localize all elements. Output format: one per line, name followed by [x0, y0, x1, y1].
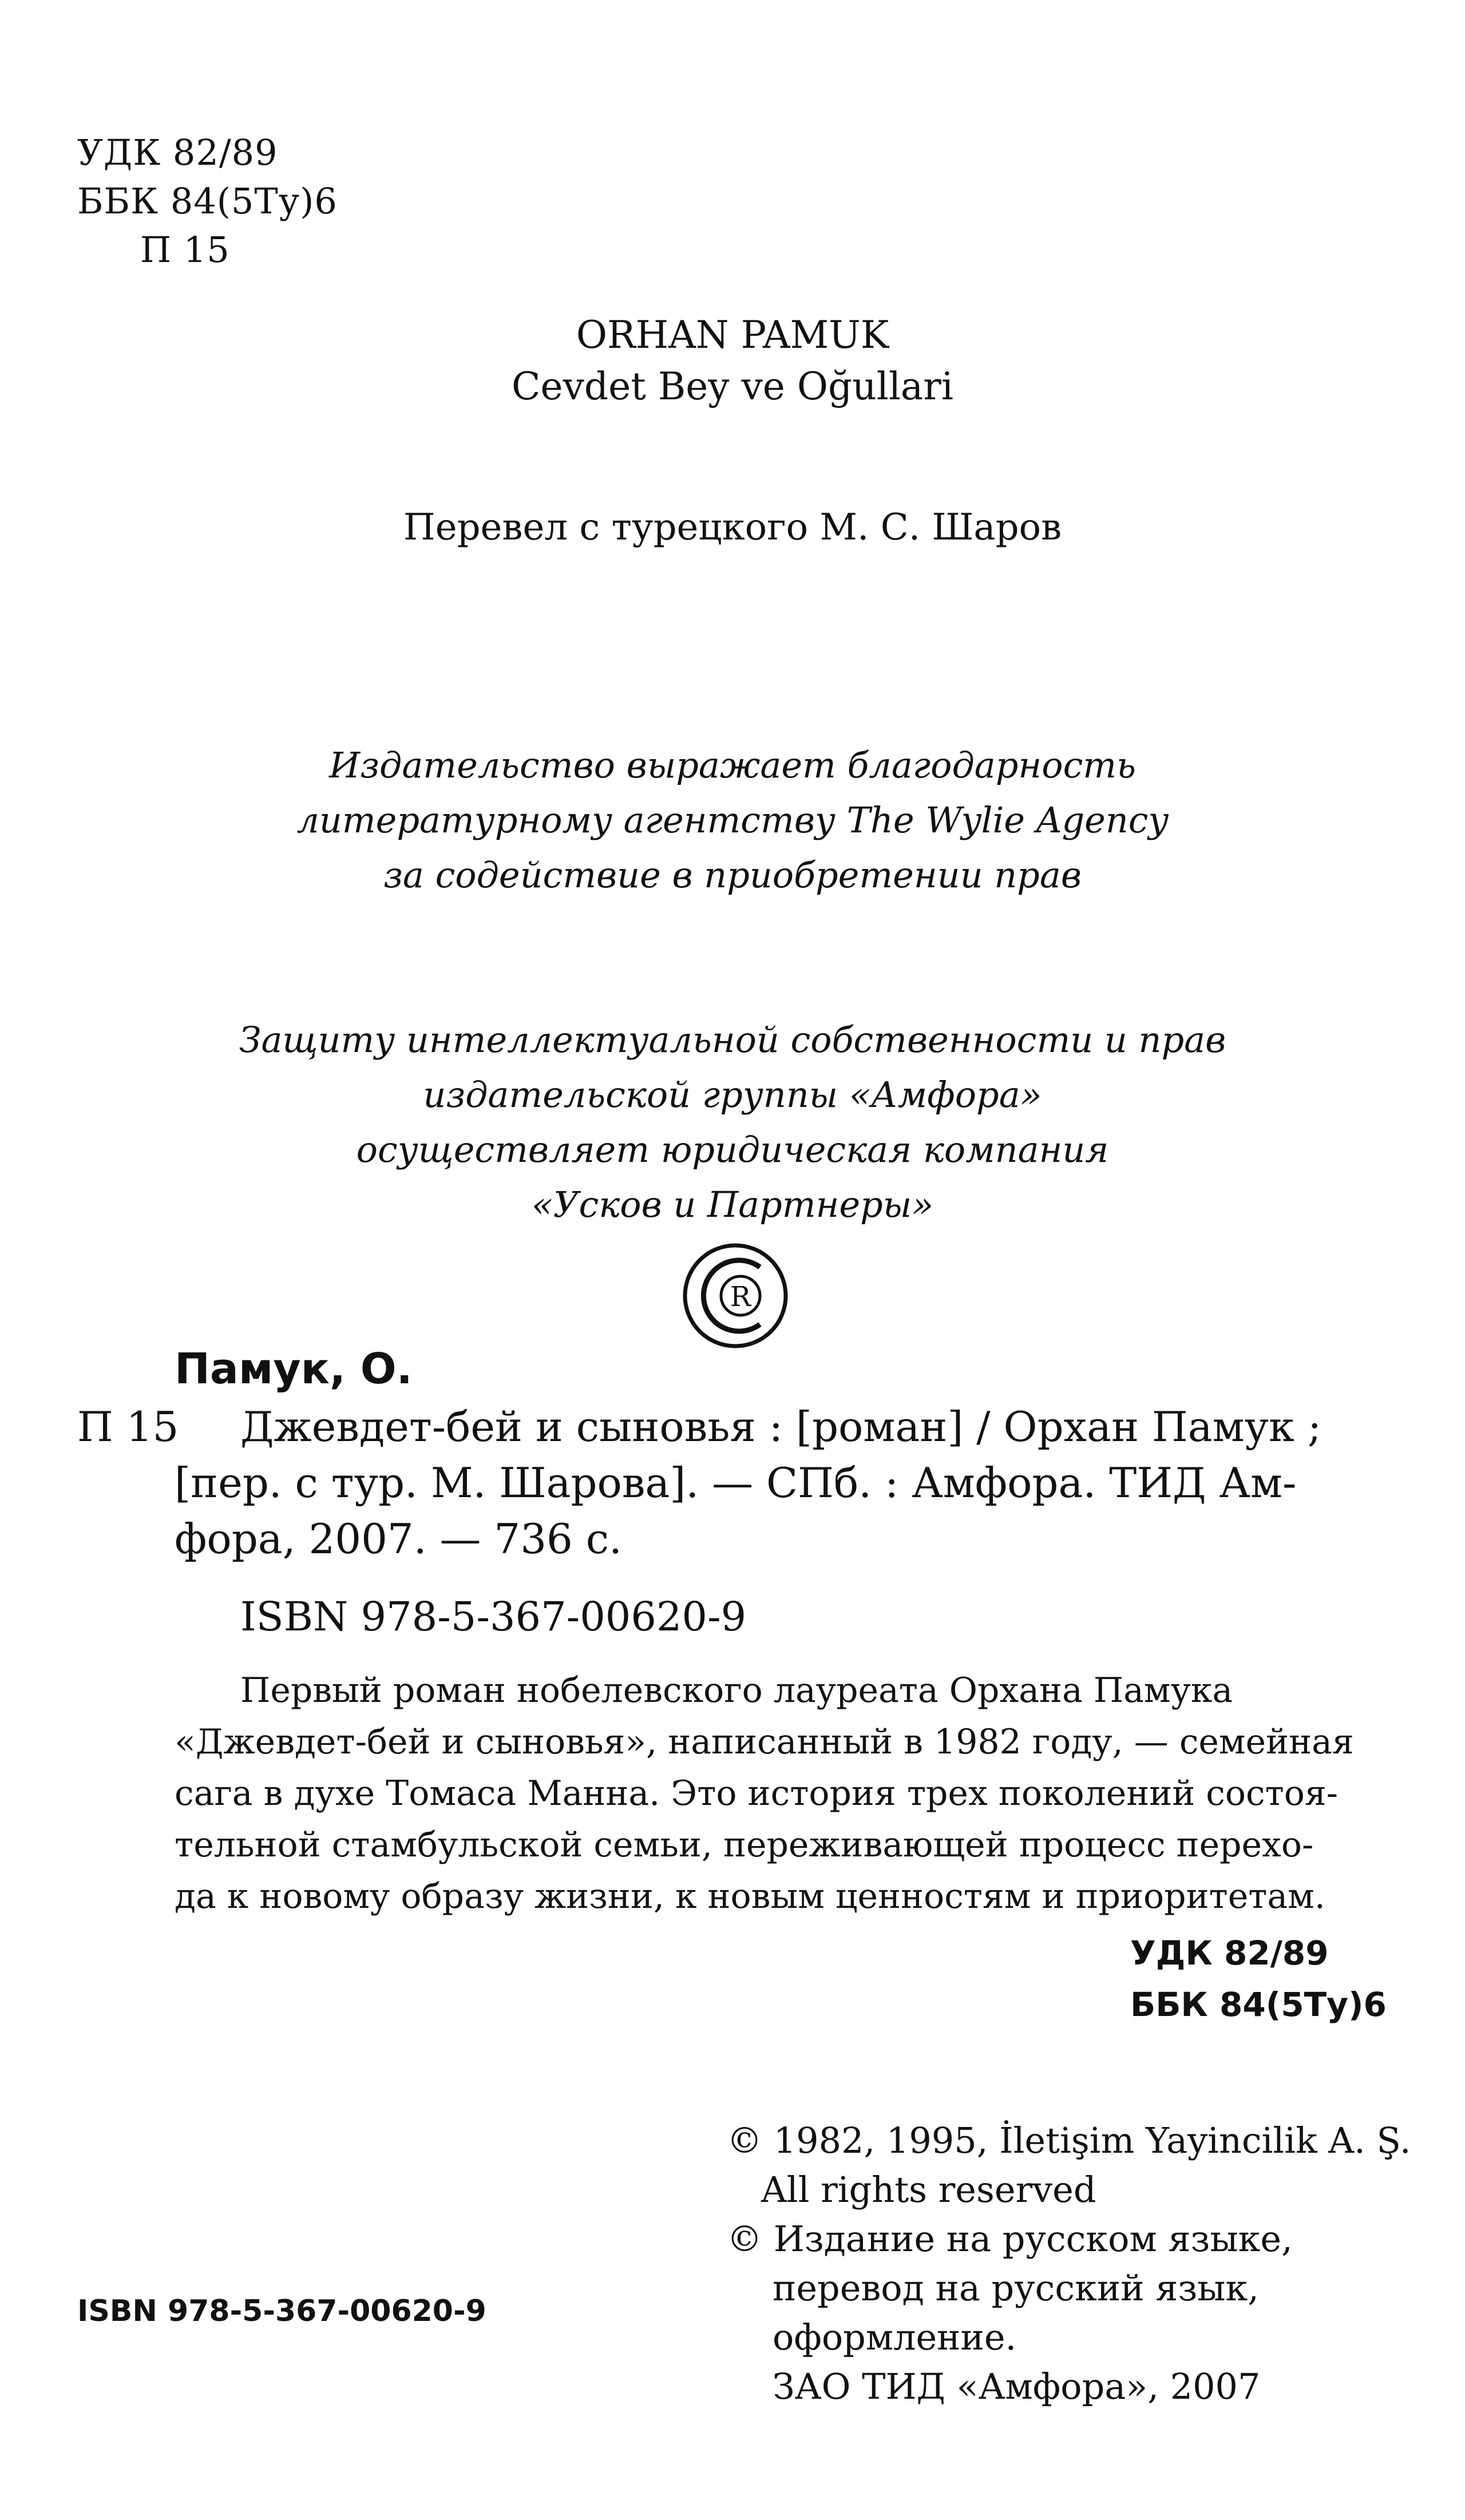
copyright-line: перевод на русский язык,	[773, 2267, 1259, 2309]
udk-code: УДК 82/89	[77, 132, 278, 173]
original-author: ORHAN PAMUK	[576, 313, 889, 357]
translator-line: Перевел с турецкого М. С. Шаров	[403, 506, 1062, 549]
copyright-line: ЗАО ТИД «Амфора», 2007	[773, 2366, 1261, 2407]
registered-letter: R	[730, 1281, 751, 1313]
bibliographic-udk: УДК 82/89	[1130, 1934, 1329, 1973]
bibliographic-mark: П 15	[77, 1403, 179, 1451]
acknowledgement-line: Издательство выражает благодарность	[329, 744, 1136, 786]
bibliographic-line: [пер. с тур. М. Шарова]. — СПб. : Амфора. ТИД Ам-	[175, 1459, 1297, 1507]
bibliographic-line: Джевдет-бей и сыновья : [роман] / Орхан Памук ;	[240, 1403, 1322, 1451]
bbk-code: ББК 84(5Ту)6	[77, 180, 338, 222]
isbn-bottom: ISBN 978-5-367-00620-9	[77, 2294, 486, 2328]
bibliographic-line: фора, 2007. — 736 с.	[175, 1515, 622, 1563]
annotation-line: сага в духе Томаса Манна. Это история трех поколений состоя-	[175, 1773, 1339, 1813]
acknowledgement-line: за содействие в приобретении прав	[383, 854, 1082, 896]
copyright-line: © 1982, 1995, İletişim Yayincilik A. Ş.	[727, 2120, 1411, 2161]
isbn-line: ISBN 978-5-367-00620-9	[240, 1593, 747, 1640]
annotation-line: да к новому образу жизни, к новым ценностям и приоритетам.	[175, 1876, 1325, 1916]
copyright-line: All rights reserved	[761, 2169, 1096, 2211]
copyright-line: оформление.	[773, 2316, 1017, 2358]
annotation-line: Первый роман нобелевского лауреата Орхана Памука	[240, 1670, 1233, 1711]
annotation-line: «Джевдет-бей и сыновья», написанный в 1982 году, — семейная	[175, 1722, 1354, 1762]
legal-line: осуществляет юридическая компания	[356, 1129, 1109, 1170]
annotation-line: тельной стамбульской семьи, переживающей процесс перехо-	[175, 1825, 1314, 1865]
acknowledgement-line: литературному агентству The Wylie Agency	[296, 799, 1169, 841]
author-mark: П 15	[140, 229, 230, 271]
copyright-registered-icon	[681, 1241, 790, 1350]
copyright-line: © Издание на русском языке,	[727, 2218, 1293, 2260]
legal-line: Защиту интеллектуальной собственности и прав	[239, 1019, 1226, 1061]
bibliographic-bbk: ББК 84(5Ту)6	[1130, 1985, 1387, 2024]
author-heading: Памук, О.	[175, 1344, 413, 1394]
legal-line: издательской группы «Амфора»	[423, 1074, 1042, 1116]
original-title: Cevdet Bey ve Oğullari	[512, 364, 953, 408]
legal-line: «Усков и Партнеры»	[531, 1184, 934, 1225]
